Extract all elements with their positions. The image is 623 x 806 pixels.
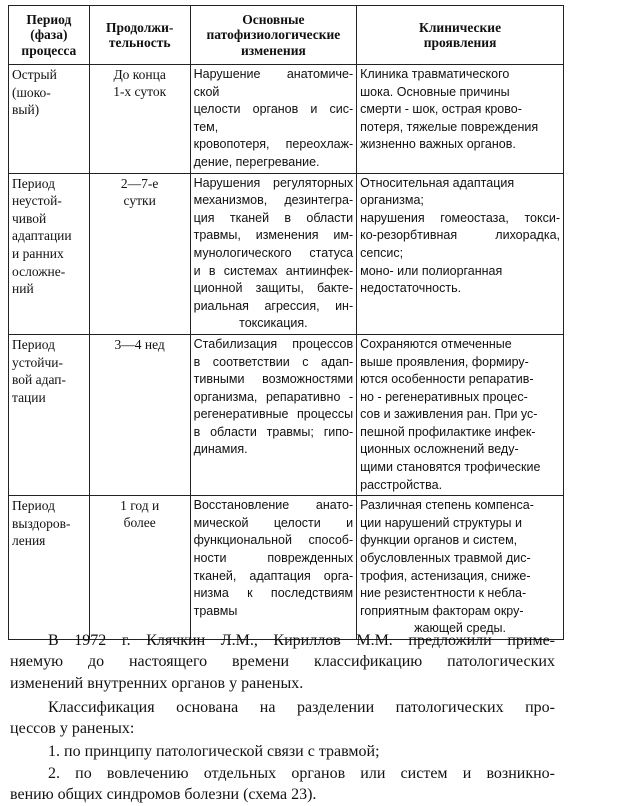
period-cell: Период устойчи- вой адап- тации — [9, 334, 90, 495]
table-row — [9, 65, 564, 174]
header-clinic: Клинические проявления — [357, 6, 564, 65]
table-row — [9, 496, 564, 640]
changes-cell: Стабилизация процессов в соответствии с адап- тивными возможностями организма, репаративно - регенеративные процессы в области травмы; гипо- динамия. — [190, 334, 357, 495]
header-duration: Продолжи- тельность — [89, 6, 190, 65]
clinic-cell: Клиника травматического шока. Основные причины смерти - шок, острая крово- потеря, тяжелые повреждения жизненно важных органов. — [357, 65, 564, 174]
duration-cell: 2—7-е сутки — [89, 173, 190, 334]
duration-cell: До конца 1-х суток — [89, 65, 190, 174]
period-cell: Острый (шоко- вый) — [9, 65, 90, 174]
body-paragraph-1: В 1972 г. Клячкин Л.М., Кириллов М.М. предложили приме- няемую до настоящего времени классификацию патологических изменений внутренних органов у раненых. — [10, 632, 555, 692]
list-item-2: 2. по вовлечению отдельных органов или систем и возникно- вению общих синдромов болезни (схема 23). — [10, 765, 555, 804]
header-period: Период (фаза) процесса — [9, 6, 90, 65]
body-paragraph-2: Классификация основана на разделении патологических про- цессов у раненых: — [10, 699, 555, 738]
duration-cell: 1 год и более — [89, 496, 190, 640]
clinic-cell: Сохраняются отмеченные выше проявления, формиру- ются особенности репаратив- но - регенеративных процес- сов и заживления ран. При ус- пешной профилактике инфек- ционных осложнений веду- щими становятся трофические расстройства. — [357, 334, 564, 495]
changes-cell: Нарушения регуляторных механизмов, дезинтегра- ция тканей в области травмы, изменения им- мунологического статуса и в системах антиинфек- ционной защиты, бакте- риальная агрессия, ин- токсикация. — [190, 173, 357, 334]
clinic-cell: Относительная адаптация организма; нарушения гомеостаза, токси- ко-резорбтивная лихорадка, сепсис; моно- или полиорганная недостаточность. — [357, 173, 564, 334]
clinic-cell: Различная степень компенса- ции нарушений структуры и функции органов и систем, обусловленных травмой дис- трофия, астенизация, сниже- ние резистентности к небла- гоприятным факторам окру- жающей среды. — [357, 496, 564, 640]
table-header-row — [9, 6, 564, 65]
table-row — [9, 173, 564, 334]
changes-cell: Нарушение анатомиче- ской целости органов и сис- тем, кровопотеря, переохлаж- дение, перегревание. — [190, 65, 357, 174]
header-changes: Основные патофизиологические изменения — [190, 6, 357, 65]
duration-cell: 3—4 нед — [89, 334, 190, 495]
changes-cell: Восстановление анато- мической целости и функциональной способ- ности поврежденных тканей, адаптация орга- низма к последствиям травмы — [190, 496, 357, 640]
period-cell: Период выздоров- ления — [9, 496, 90, 640]
list-item-1: 1. по принципу патологической связи с травмой; — [48, 743, 380, 760]
table-row — [9, 334, 564, 495]
period-cell: Период неустой- чивой адаптации и ранних осложне- ний — [9, 173, 90, 334]
clinical-periods-table — [8, 5, 564, 640]
